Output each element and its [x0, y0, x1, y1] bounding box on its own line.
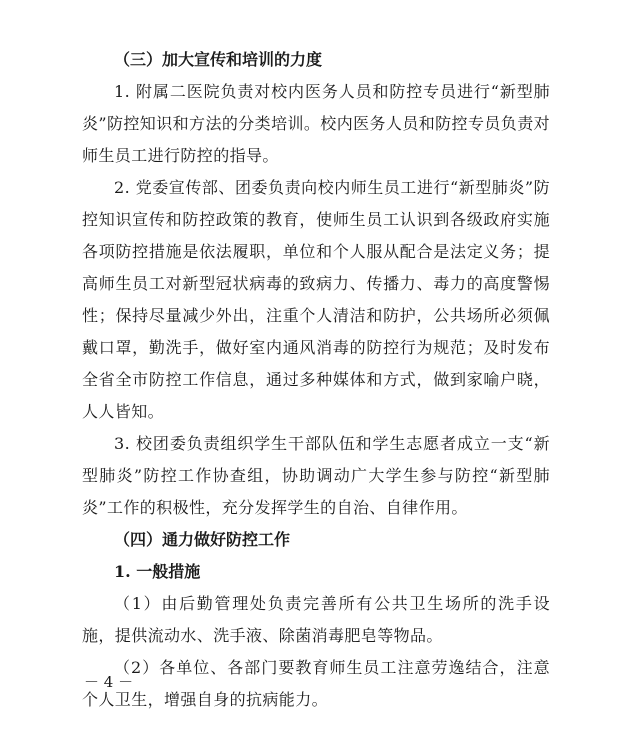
section-3-paragraph-1: 1. 附属二医院负责对校内医务人员和防控专员进行“新型肺炎”防控知识和方法的分类培训。校内医务人员和防控专员负责对师生员工进行防控的指导。 [82, 82, 550, 165]
section-4-heading: （四）通力做好防控工作 [114, 530, 291, 549]
section-3-heading: （三）加大宣传和培训的力度 [114, 50, 323, 69]
section-4-paragraph-1: （1）由后勤管理处负责完善所有公共卫生场所的洗手设施，提供流动水、洗手液、除菌消毒肥皂等物品。 [82, 594, 550, 645]
section-4-paragraph-2: （2）各单位、各部门要教育师生员工注意劳逸结合，注意个人卫生，增强自身的抗病能力。 [82, 658, 550, 709]
page-number: － 4 － [84, 673, 134, 691]
section-3-paragraph-3: 3. 校团委负责组织学生干部队伍和学生志愿者成立一支“新型肺炎”防控工作协查组，协助调动广大学生参与防控“新型肺炎”工作的积极性，充分发挥学生的自治、自律作用。 [82, 434, 550, 517]
section-3-paragraph-2: 2. 党委宣传部、团委负责向校内师生员工进行“新型肺炎”防控知识宣传和防控政策的教育，使师生员工认识到各级政府实施各项防控措施是依法履职，单位和个人服从配合是法定义务；提高师生员工对新型冠状病毒的致病力、传播力、毒力的高度警惕性；保持尽量减少外出，注重个人清洁和防护，公共场所必须佩戴口罩，勤洗手，做好室内通风消毒的防控行为规范；及时发布全省全市防控工作信息，通过多种媒体和方式，做到家喻户晓，人人皆知。 [82, 178, 550, 421]
document-body [82, 44, 550, 716]
section-4-subheading-1: 1. 一般措施 [114, 562, 201, 581]
